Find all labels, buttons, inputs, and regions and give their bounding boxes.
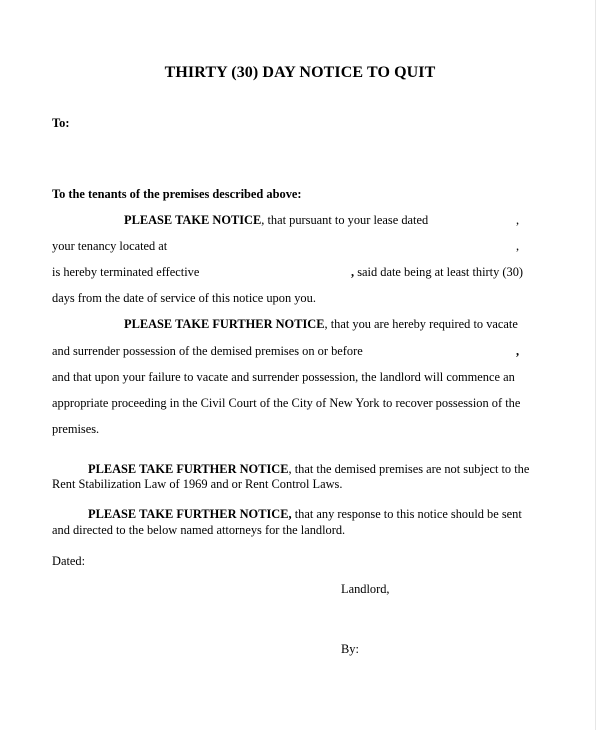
para2-line4: appropriate proceeding in the Civil Court of the City of New York to recover possession of the <box>52 396 521 410</box>
salutation: To the tenants of the premises described above: <box>52 187 302 201</box>
para1-line3: is hereby terminated effective <box>52 265 200 279</box>
para1-line3-bold-comma: , <box>351 265 355 279</box>
para3-line2: Rent Stabilization Law of 1969 and or Rent Control Laws. <box>52 477 343 491</box>
para2-line1 <box>124 317 518 332</box>
para1-line1 <box>124 213 428 228</box>
para1-line3-rest: said date being at least thirty (30) <box>354 265 524 279</box>
para2-lead: PLEASE TAKE FURTHER NOTICE <box>124 317 325 331</box>
para3-lead: PLEASE TAKE FURTHER NOTICE <box>88 462 289 476</box>
para1-line3-tail <box>351 265 523 280</box>
dated-label: Dated: <box>52 554 86 568</box>
by-label: By: <box>341 642 359 656</box>
para1-line1-rest: , that pursuant to your lease dated <box>261 213 429 227</box>
para3-line1 <box>88 462 529 477</box>
para1-lead: PLEASE TAKE NOTICE <box>124 213 262 227</box>
para2-line5: premises. <box>52 422 100 436</box>
para4-line1-rest: that any response to this notice should be sent <box>291 507 522 521</box>
para2-line2-comma: , <box>516 344 520 358</box>
to-label: To: <box>52 116 70 130</box>
para4-line2: and directed to the below named attorneys for the landlord. <box>52 523 346 537</box>
para1-line1-comma: , <box>516 213 520 227</box>
para2-line1-rest: , that you are hereby required to vacate <box>324 317 518 331</box>
para1-line2-comma: , <box>516 239 520 253</box>
landlord-label: Landlord, <box>341 582 390 596</box>
para3-line1-rest: , that the demised premises are not subject to the <box>288 462 530 476</box>
para1-line2: your tenancy located at <box>52 239 168 253</box>
para4-line1 <box>88 507 522 522</box>
para2-line2: and surrender possession of the demised premises on or before <box>52 344 363 358</box>
page-edge-divider <box>595 0 596 730</box>
document-title: THIRTY (30) DAY NOTICE TO QUIT <box>164 64 436 81</box>
para2-line3: and that upon your failure to vacate and surrender possession, the landlord will commence an <box>52 370 515 384</box>
para1-line4: days from the date of service of this notice upon you. <box>52 291 316 305</box>
para4-lead: PLEASE TAKE FURTHER NOTICE, <box>88 507 292 521</box>
